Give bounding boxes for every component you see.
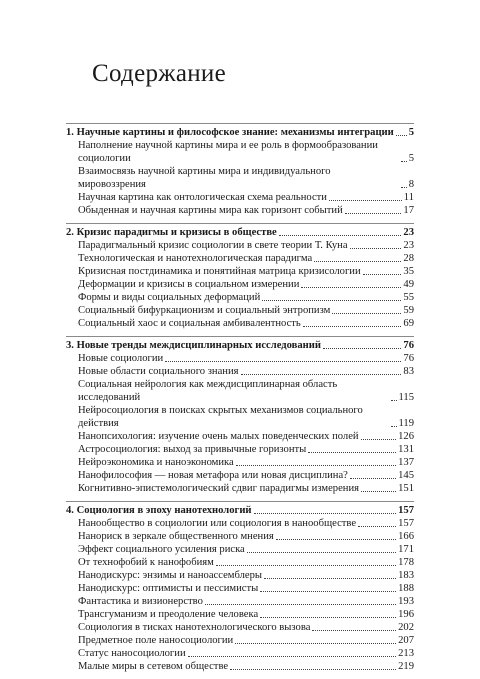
toc-entry[interactable] bbox=[66, 660, 414, 673]
dot-leader bbox=[205, 604, 396, 605]
toc-entry-title: Статус наносоциологии bbox=[78, 648, 186, 659]
dot-leader bbox=[332, 313, 401, 314]
toc-entry-title: Нанодискурс: оптимисты и пессимисты bbox=[78, 583, 259, 594]
page-number: 188 bbox=[398, 583, 414, 594]
toc-chapter-heading-title: 3. Новые тренды междисциплинарных исследований bbox=[66, 340, 321, 351]
dot-leader bbox=[241, 374, 402, 375]
toc-section bbox=[66, 501, 414, 673]
toc-entry[interactable] bbox=[66, 291, 414, 304]
toc-chapter-heading[interactable] bbox=[66, 126, 414, 139]
page-number: 157 bbox=[398, 505, 414, 516]
page-number: 83 bbox=[403, 366, 414, 377]
dot-leader bbox=[361, 491, 396, 492]
dot-leader bbox=[323, 348, 401, 349]
dot-leader bbox=[188, 656, 396, 657]
page-number: 171 bbox=[398, 544, 414, 555]
page-number: 17 bbox=[403, 205, 414, 216]
toc-entry[interactable] bbox=[66, 582, 414, 595]
toc-entry-title: Нанофилософия — новая метафора или новая дисциплина? bbox=[78, 470, 348, 481]
toc-chapter-heading-title: 1. Научные картины и философское знание: механизмы интеграции bbox=[66, 127, 394, 138]
dot-leader bbox=[308, 452, 396, 453]
dot-leader bbox=[391, 400, 397, 401]
page-number: 76 bbox=[403, 340, 414, 351]
page-number: 137 bbox=[398, 457, 414, 468]
page-number: 28 bbox=[403, 253, 414, 264]
toc-entry-title: Взаимосвязь научной картины мира и индивидуального мировоззрения bbox=[78, 166, 331, 190]
toc-entry[interactable] bbox=[66, 543, 414, 556]
page-number: 76 bbox=[403, 353, 414, 364]
page-title: Содержание bbox=[92, 60, 226, 87]
page-number: 157 bbox=[398, 518, 414, 529]
toc-entry-title: Новые социологии bbox=[78, 353, 164, 364]
toc-entry-title: Нейросоциология в поисках скрытых механизмов социального действия bbox=[78, 405, 363, 429]
dot-leader bbox=[312, 630, 396, 631]
toc-entry-title: Новые области социального знания bbox=[78, 366, 239, 377]
toc-chapter-heading[interactable] bbox=[66, 504, 414, 517]
toc-entry[interactable] bbox=[66, 165, 414, 191]
page-number: 5 bbox=[408, 127, 414, 138]
toc-entry[interactable] bbox=[66, 430, 414, 443]
toc-entry-title: Научная картина как онтологическая схема реальности bbox=[78, 192, 327, 203]
dot-leader bbox=[236, 465, 396, 466]
toc-entry[interactable] bbox=[66, 621, 414, 634]
toc-entry-title: Нанопсихология: изучение очень малых поведенческих полей bbox=[78, 431, 359, 442]
page-number: 193 bbox=[398, 596, 414, 607]
toc-entry[interactable] bbox=[66, 647, 414, 660]
toc-entry[interactable] bbox=[66, 191, 414, 204]
toc-entry-title: Парадигмальный кризис социологии в свете теории Т. Куна bbox=[78, 240, 348, 251]
toc-entry[interactable] bbox=[66, 608, 414, 621]
toc-entry-title: Технологическая и нанотехнологическая парадигма bbox=[78, 253, 313, 264]
toc-entry[interactable] bbox=[66, 556, 414, 569]
dot-leader bbox=[401, 187, 407, 188]
toc-entry-title: Нанодискурс: энзимы и наноассемблеры bbox=[78, 570, 263, 581]
page-number: 196 bbox=[398, 609, 414, 620]
toc-entry[interactable] bbox=[66, 304, 414, 317]
page-number: 11 bbox=[403, 192, 414, 203]
toc-entry[interactable] bbox=[66, 530, 414, 543]
toc-entry[interactable] bbox=[66, 252, 414, 265]
dot-leader bbox=[276, 539, 396, 540]
page-number: 55 bbox=[403, 292, 414, 303]
page-number: 178 bbox=[398, 557, 414, 568]
page-number: 166 bbox=[398, 531, 414, 542]
toc-entry[interactable] bbox=[66, 456, 414, 469]
toc-chapter-heading[interactable] bbox=[66, 226, 414, 239]
toc-entry-title: Социальный бифуркационизм и социальный энтропизм bbox=[78, 305, 331, 316]
dot-leader bbox=[254, 513, 397, 514]
page-number: 202 bbox=[398, 622, 414, 633]
toc-entry-title: Деформации и кризисы в социальном измерении bbox=[78, 279, 300, 290]
toc-entry-title: Социальный хаос и социальная амбивалентность bbox=[78, 318, 301, 329]
toc-entry-title: Предметное поле наносоциологии bbox=[78, 635, 234, 646]
dot-leader bbox=[235, 643, 396, 644]
toc-entry[interactable] bbox=[66, 404, 414, 430]
dot-leader bbox=[345, 213, 402, 214]
page-number: 69 bbox=[403, 318, 414, 329]
page-number: 126 bbox=[398, 431, 414, 442]
page-number: 219 bbox=[398, 661, 414, 672]
toc-chapter-heading-title: 4. Социология в эпоху нанотехнологий bbox=[66, 505, 252, 516]
page-number: 183 bbox=[398, 570, 414, 581]
toc-entry-title: Нанориск в зеркале общественного мнения bbox=[78, 531, 274, 542]
toc-entry-title: Трансгуманизм и преодоление человека bbox=[78, 609, 259, 620]
table-of-contents bbox=[66, 123, 414, 679]
toc-entry-title: Астросоциология: выход за привычные горизонты bbox=[78, 444, 307, 455]
dot-leader bbox=[358, 526, 396, 527]
toc-entry-title: Социология в тисках нанотехнологического вызова bbox=[78, 622, 311, 633]
page-number: 151 bbox=[398, 483, 414, 494]
dot-leader bbox=[260, 617, 396, 618]
toc-entry-title: Наполнение научной картины мира и ее роль в формообразовании социологии bbox=[78, 140, 378, 164]
toc-entry-title: Когнитивно-эпистемологический сдвиг парадигмы измерения bbox=[78, 483, 360, 494]
page-number: 35 bbox=[403, 266, 414, 277]
toc-entry[interactable] bbox=[66, 569, 414, 582]
dot-leader bbox=[363, 274, 402, 275]
dot-leader bbox=[401, 161, 407, 162]
dot-leader bbox=[314, 261, 401, 262]
toc-entry-title: От технофобий к нанофобиям bbox=[78, 557, 214, 568]
toc-entry[interactable] bbox=[66, 469, 414, 482]
page-number: 115 bbox=[398, 392, 414, 403]
dot-leader bbox=[396, 135, 407, 136]
page-number: 207 bbox=[398, 635, 414, 646]
dot-leader bbox=[216, 565, 396, 566]
dot-leader bbox=[361, 439, 397, 440]
dot-leader bbox=[391, 426, 397, 427]
page-number: 119 bbox=[398, 418, 414, 429]
toc-entry-title: Обыденная и научная картины мира как горизонт событий bbox=[78, 205, 343, 216]
toc-section bbox=[66, 123, 414, 217]
toc-entry[interactable] bbox=[66, 634, 414, 647]
dot-leader bbox=[350, 248, 402, 249]
toc-entry[interactable] bbox=[66, 365, 414, 378]
toc-entry[interactable] bbox=[66, 265, 414, 278]
toc-entry-title: Социальная нейрология как междисциплинарная область исследований bbox=[78, 379, 338, 403]
toc-chapter-heading-title: 2. Кризис парадигмы и кризисы в обществе bbox=[66, 227, 277, 238]
page-number: 213 bbox=[398, 648, 414, 659]
toc-entry-title: Малые миры в сетевом обществе bbox=[78, 661, 229, 672]
toc-entry-title: Кризисная постдинамика и понятийная матрица кризисологии bbox=[78, 266, 361, 277]
dot-leader bbox=[264, 578, 396, 579]
dot-leader bbox=[165, 361, 401, 362]
toc-entry[interactable] bbox=[66, 595, 414, 608]
toc-chapter-heading[interactable] bbox=[66, 339, 414, 352]
page-number: 59 bbox=[403, 305, 414, 316]
page-number: 131 bbox=[398, 444, 414, 455]
dot-leader bbox=[260, 591, 396, 592]
toc-entry[interactable] bbox=[66, 317, 414, 330]
page-number: 49 bbox=[403, 279, 414, 290]
toc-entry[interactable] bbox=[66, 482, 414, 495]
toc-entry-title: Формы и виды социальных деформаций bbox=[78, 292, 261, 303]
toc-entry[interactable] bbox=[66, 517, 414, 530]
toc-entry[interactable] bbox=[66, 204, 414, 217]
dot-leader bbox=[301, 287, 401, 288]
toc-entry-title: Нанообщество в социологии или социология в нанообществе bbox=[78, 518, 357, 529]
page-number: 23 bbox=[403, 227, 414, 238]
toc-entry-title: Нейроэкономика и наноэкономика bbox=[78, 457, 234, 468]
dot-leader bbox=[262, 300, 401, 301]
toc-entry-title: Фантастика и визионерство bbox=[78, 596, 203, 607]
dot-leader bbox=[303, 326, 402, 327]
toc-entry[interactable] bbox=[66, 139, 414, 165]
dot-leader bbox=[329, 200, 402, 201]
toc-entry[interactable] bbox=[66, 239, 414, 252]
toc-entry[interactable] bbox=[66, 278, 414, 291]
page-number: 8 bbox=[408, 179, 414, 190]
toc-section bbox=[66, 336, 414, 495]
toc-entry[interactable] bbox=[66, 352, 414, 365]
toc-entry[interactable] bbox=[66, 443, 414, 456]
page-number: 5 bbox=[408, 153, 414, 164]
toc-entry[interactable] bbox=[66, 378, 414, 404]
page-number: 23 bbox=[403, 240, 414, 251]
dot-leader bbox=[247, 552, 396, 553]
toc-section bbox=[66, 223, 414, 330]
dot-leader bbox=[279, 235, 402, 236]
toc-entry-title: Эффект социального усиления риска bbox=[78, 544, 245, 555]
page-number: 145 bbox=[398, 470, 414, 481]
dot-leader bbox=[350, 478, 396, 479]
dot-leader bbox=[230, 669, 396, 670]
